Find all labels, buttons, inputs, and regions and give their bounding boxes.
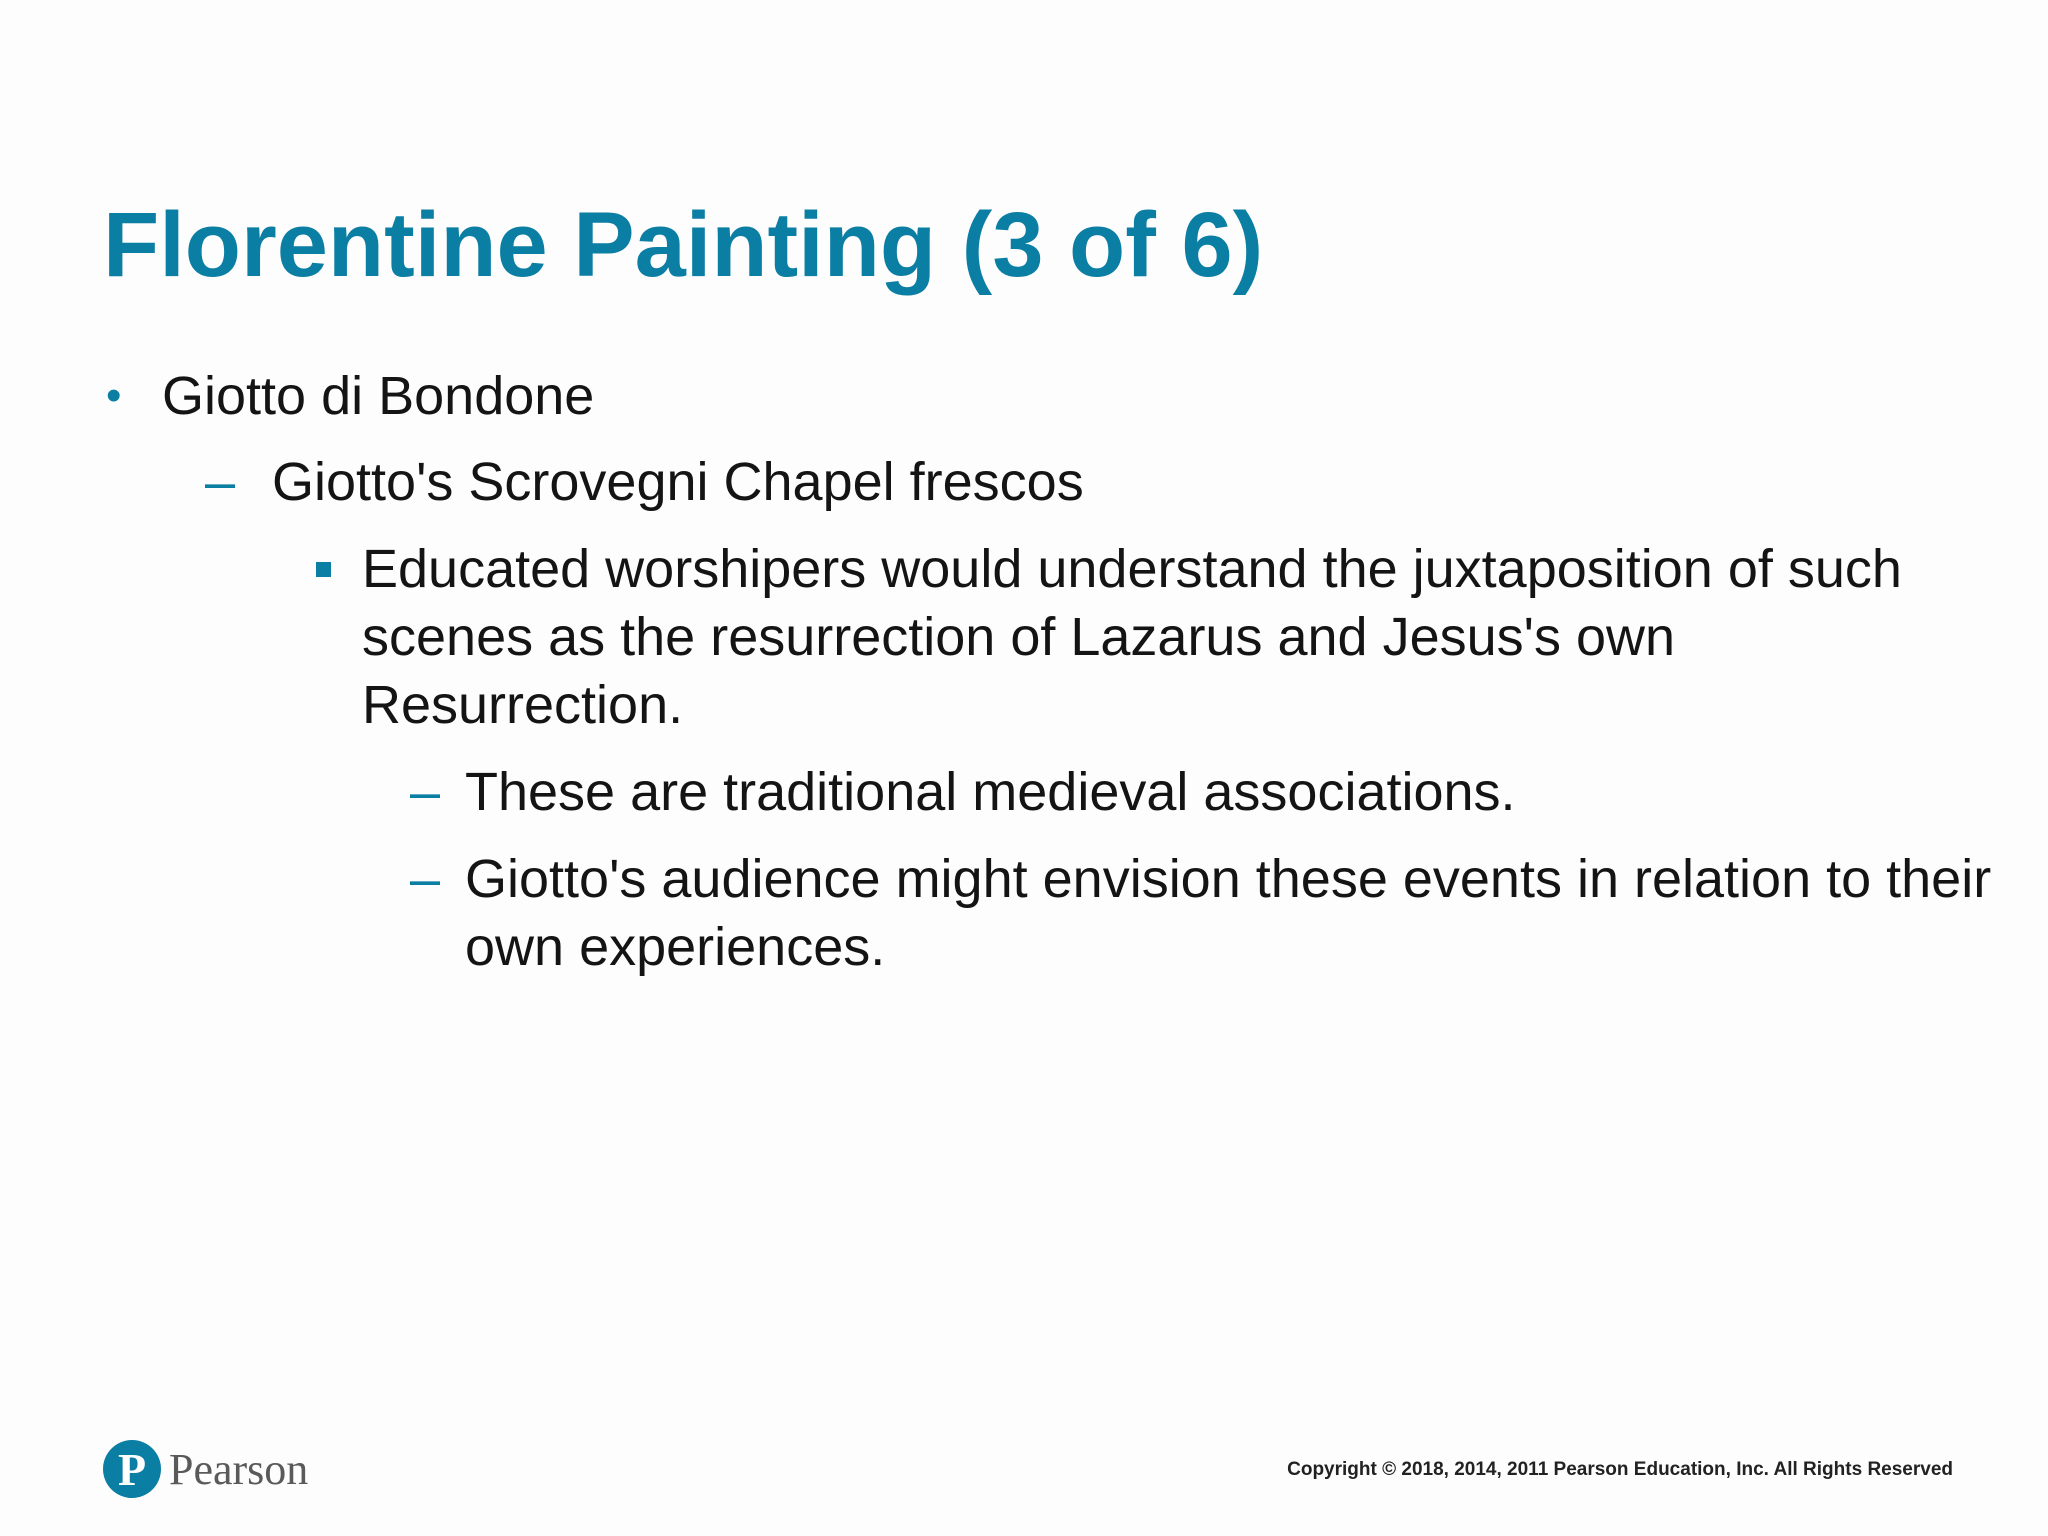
- bullet-level-2-text: Giotto's Scrovegni Chapel frescos: [272, 452, 1084, 512]
- pearson-logo-wordmark: Pearson: [169, 1445, 309, 1494]
- dash-marker: –: [410, 762, 441, 822]
- square-bullet-icon: [316, 562, 331, 577]
- bullet-level-1-text: Giotto di Bondone: [162, 366, 595, 426]
- dash-marker: –: [205, 452, 236, 512]
- bullet-dot-marker: •: [106, 371, 122, 420]
- bullet-level-4-text: Giotto's audience might envision these events in relation to their own experiences.: [465, 849, 1992, 977]
- slide-title: Florentine Painting (3 of 6): [103, 194, 1264, 296]
- bullet-level-4-text: These are traditional medieval associations.: [465, 762, 1516, 822]
- pearson-logo-letter: P: [117, 1444, 147, 1495]
- dash-marker: –: [410, 849, 441, 909]
- bullet-level-3-text: Educated worshipers would understand the juxtaposition of such scenes as the resurrection of Lazarus and Jesus's own Resurrection.: [362, 539, 1902, 735]
- copyright-notice: Copyright © 2018, 2014, 2011 Pearson Education, Inc. All Rights Reserved: [1287, 1459, 1953, 1480]
